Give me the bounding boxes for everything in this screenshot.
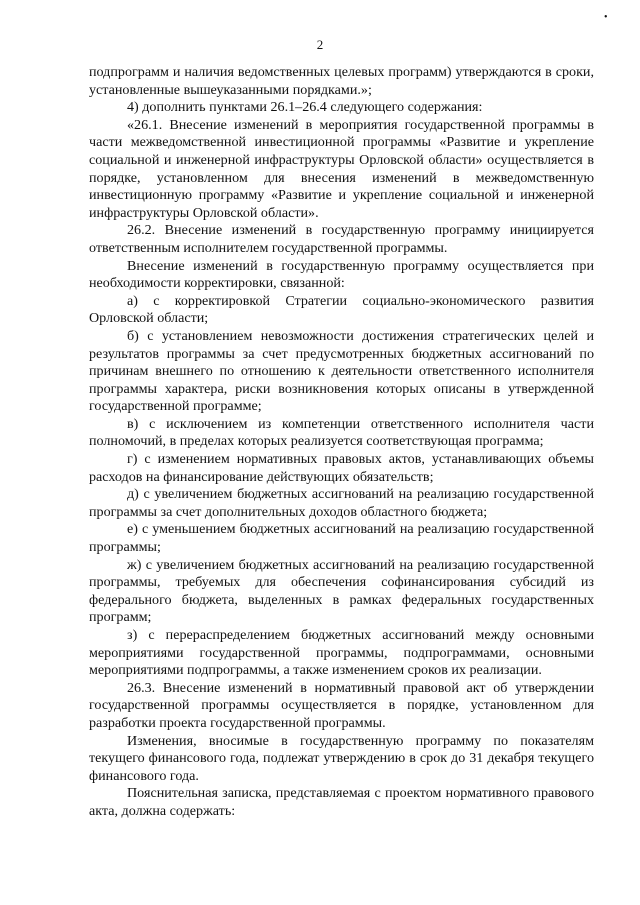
paragraph-item-4: 4) дополнить пунктами 26.1–26.4 следующего содержания: xyxy=(127,99,483,116)
paragraph-26-3: 26.3. Внесение изменений в нормативный правовой акт об утверждении государственной программы осуществляется в порядке, установленном для разработки проекта государственной программы. xyxy=(89,679,594,731)
paragraph-26-1: «26.1. Внесение изменений в мероприятия государственной программы в части межведомственной инвестиционной программы «Развитие и укрепление социальной и инженерной инфраструктуры Орловской области» осуществляется в порядке, установленном для внесения изменений в межведомственную инвестиционную программу «Развитие и укрепление социальной и инженерной инфраструктуры Орловской области». xyxy=(89,116,594,221)
paragraph-subitem-d: д) с увеличением бюджетных ассигнований на реализацию государственной программы за счет дополнительных доходов областного бюджета; xyxy=(89,486,594,520)
paragraph-26-3-changes: Изменения, вносимые в государственную программу по показателям текущего финансового года, подлежат утверждению в срок до 31 декабря текущего финансового года. xyxy=(89,732,594,784)
paragraph-subitem-v: в) с исключением из компетенции ответственного исполнителя части полномочий, в пределах которых реализуется соответствующая программа; xyxy=(89,415,594,450)
paragraph-subitem-e: е) с уменьшением бюджетных ассигнований на реализацию государственной программы; xyxy=(89,521,594,556)
paragraph-continuation: подпрограмм и наличия ведомственных целевых программ) утверждаются в сроки, установленные вышеуказанными порядками.»; xyxy=(89,64,594,98)
paragraph-subitem-g: г) с изменением нормативных правовых актов, устанавливающих объемы расходов на финансирование действующих обязательств; xyxy=(89,451,594,485)
corner-mark: • xyxy=(604,12,608,23)
page-number: 2 xyxy=(316,37,324,52)
paragraph-subitem-zh: ж) с увеличением бюджетных ассигнований на реализацию государственной программы, требуемых для обеспечения софинансирования субсидий из федерального бюджета, выделенных в рамках федеральных государственных программ; xyxy=(89,556,594,626)
document-body xyxy=(89,64,594,821)
paragraph-26-2-intro: Внесение изменений в государственную программу осуществляется при необходимости корректировки, связанной: xyxy=(89,257,594,292)
paragraph-subitem-a: а) с корректировкой Стратегии социально-экономического развития Орловской области; xyxy=(89,292,594,327)
paragraph-26-2: 26.2. Внесение изменений в государственную программу инициируется ответственным исполнителем государственной программы. xyxy=(89,222,594,256)
paragraph-explanatory-note: Пояснительная записка, представляемая с проектом нормативного правового акта, должна содержать: xyxy=(89,785,594,819)
paragraph-subitem-z: з) с перераспределением бюджетных ассигнований между основными мероприятиями государственной программы, подпрограммами, основными мероприятиями подпрограммы, а также изменением сроков их реализации. xyxy=(89,627,594,679)
paragraph-subitem-b: б) с установлением невозможности достижения стратегических целей и результатов программы за счет предусмотренных бюджетных ассигнований по причинам внешнего по отношению к деятельности ответственного исполнителя программы характера, риски возникновения которых описаны в утвержденной государственной программе; xyxy=(89,327,594,415)
